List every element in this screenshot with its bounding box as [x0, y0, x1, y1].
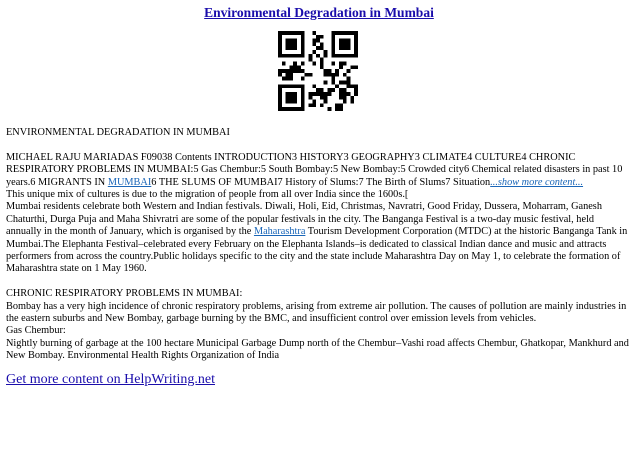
qr-code	[278, 31, 358, 111]
gas-paragraph: Nightly burning of garbage at the 100 hectare Municipal Garbage Dump north of the Chembur–Vashi road affects Chembur, Ghatkopar, Mankhurd and New Bombay. Environmental Health Rights Organization of India	[6, 337, 629, 362]
gas-heading: Gas Chembur:	[6, 325, 66, 337]
respiratory-heading: CHRONIC RESPIRATORY PROBLEMS IN MUMBAI:	[6, 288, 243, 300]
document-title-link[interactable]: Environmental Degradation in Mumbai	[204, 5, 434, 20]
festivals-text-continued: Tourism Development Corporation (MTDC) at the historic Banganga Tank in Mumbai.The Elephanta Festival–celebrated every February on the Elephanta Islands–is dedicated to classical Indian dance and music and attracts performers from across the country.Public holidays specific to the city and the state include Maharashtra Day on May 1, to celebrate the formation of Maharashtra state on 1 May 1960.	[6, 226, 628, 275]
get-more-content-link[interactable]: Get more content on HelpWriting.net	[6, 372, 215, 387]
respiratory-paragraph: Bombay has a very high incidence of chronic respiratory problems, arising from extreme air pollution. The causes of pollution are mainly industries in the eastern suburbs and New Bombay, garbage burning by the BMC, and insufficient control over emission levels from vehicles.	[6, 300, 627, 325]
festivals-text: Mumbai residents celebrate both Western and Indian festivals. Diwali, Holi, Eid, Christmas, Navratri, Good Friday, Dussera, Moharram, Ganesh Chaturthi, Durga Puja and Maha Shivratri are some of the popular festivals in the city. The Banganga Festival is a two-day music festival, held annually in the month of January, which is organised by the	[6, 201, 602, 238]
contents-text: MICHAEL RAJU MARIADAS F09038 Contents INTRODUCTION3 HISTORY3 GEOGRAPHY3 CLIMATE4 CULTURE4 CHRONIC RESPIRATORY PROBLEMS IN MUMBAI:5 Gas Chembur:5 South Bombay:5 New Bombay:5 Crowded city6 Chemical related disasters in past 10 years.6 MIGRANTS IN	[6, 151, 623, 188]
paragraph-gap	[6, 139, 632, 151]
culture-line: This unique mix of cultures is due to the migration of people from all over India since the 1600s.[	[6, 189, 409, 201]
contents-text-continued: 6 THE SLUMS OF MUMBAI7 History of Slums:7 The Birth of Slums7 Situation	[151, 176, 491, 188]
document-body	[6, 127, 632, 363]
paragraph-gap	[6, 276, 632, 288]
section-heading: ENVIRONMENTAL DEGRADATION IN MUMBAI	[6, 127, 230, 138]
festivals-paragraph	[6, 201, 632, 275]
show-more-link[interactable]: ...show more content...	[490, 176, 584, 188]
mumbai-link[interactable]: MUMBAI	[107, 176, 152, 188]
maharashtra-link[interactable]: Maharashtra	[253, 226, 306, 238]
contents-paragraph	[6, 152, 632, 189]
